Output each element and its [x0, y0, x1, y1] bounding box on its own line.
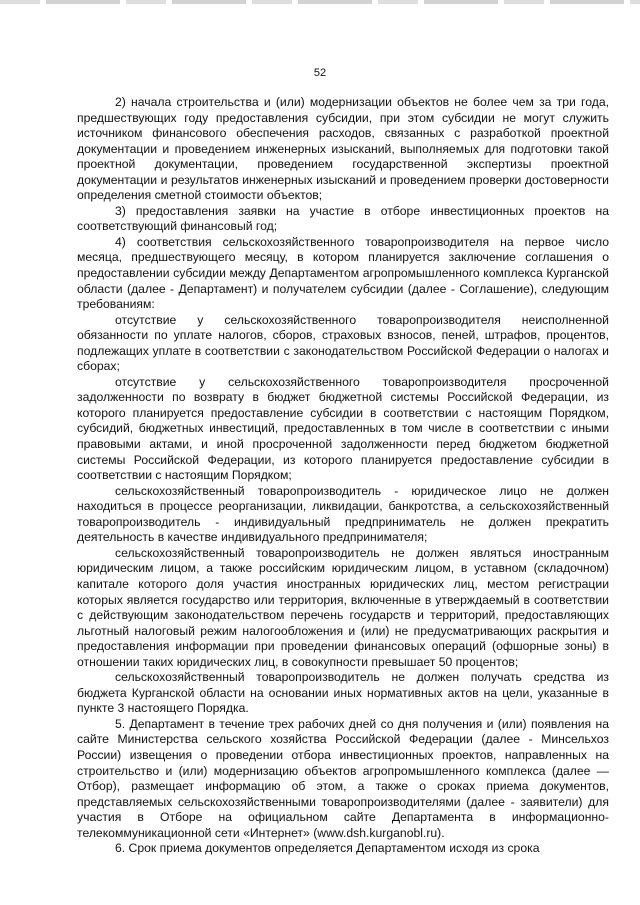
paragraph: сельскохозяйственный товаропроизводитель не должен получать средства из бюджета Курганской области на основании иных нормативных актов на цели, указанные в пункте 3 настоящего Порядка.: [77, 670, 609, 716]
paragraph: 6. Срок приема документов определяется Департаментом исходя из срока: [115, 841, 540, 856]
paragraph: 4) соответствия сельскохозяйственного товаропроизводителя на первое число месяца, предшествующего месяцу, в котором планируется заключение соглашения о предоставлении субсидии между Департаментом агропромышленного комплекса Курганской области (далее - Департамент) и получателем субсидии (далее - Соглашение), следующим требованиям:: [77, 234, 609, 312]
document-body: [77, 95, 609, 857]
scan-edge-artifact: [0, 0, 640, 4]
paragraph: 3) предоставления заявки на участие в отборе инвестиционных проектов на соответствующий финансовый год;: [77, 203, 609, 234]
paragraph: сельскохозяйственный товаропроизводитель не должен являться иностранным юридическим лицом, а также российским юридическим лицом, в уставном (складочном) капитале которого доля участия иностранных юридических лиц, местом регистрации которых является государство или территория, включенные в утверждаемый в соответствии с действующим законодательством перечень государств и территорий, предоставляющих льготный налоговый режим налогообложения и (или) не предусматривающих раскрытия и предоставления информации при проведении финансовых операций (офшорные зоны) в отношении таких юридических лиц, в совокупности превышает 50 процентов;: [77, 545, 609, 669]
paragraph: 5. Департамент в течение трех рабочих дней со дня получения и (или) появления на сайте Министерства сельского хозяйства Российской Федерации (далее - Минсельхоз России) извещения о проведении отбора инвестиционных проектов, направленных на строительство и (или) модернизацию объектов агропромышленного комплекса (далее — Отбор), размещает информацию об этом, а также о сроках приема документов, представляемых сельскохозяйственными товаропроизводителями (далее - заявители) для участия в Отборе на официальном сайте Департамента в информационно-телекоммуникационной сети «Интернет» (www.dsh.kurganobl.ru).: [77, 716, 609, 840]
paragraph: отсутствие у сельскохозяйственного товаропроизводителя неисполненной обязанности по уплате налогов, сборов, страховых взносов, пеней, штрафов, процентов, подлежащих уплате в соответствии с законодательством Российской Федерации о налогах и сборах;: [77, 312, 609, 374]
paragraph: отсутствие у сельскохозяйственного товаропроизводителя просроченной задолженности по возврату в бюджет бюджетной системы Российской Федерации, из которого планируется предоставление субсидии в соответствии с настоящим Порядком, субсидий, бюджетных инвестиций, предоставленных в том числе в соответствии с иными правовыми актами, и иной просроченной задолженности перед бюджетом бюджетной системы Российской Федерации, из которого планируется предоставление субсидии в соответствии с настоящим Порядком;: [77, 374, 609, 483]
page-number: 52: [313, 67, 327, 79]
paragraph: сельскохозяйственный товаропроизводитель - юридическое лицо не должен находиться в процессе реорганизации, ликвидации, банкротства, а сельскохозяйственный товаропроизводитель - индивидуальный предприниматель не должен прекратить деятельность в качестве индивидуального предпринимателя;: [77, 483, 609, 545]
paragraph: 2) начала строительства и (или) модернизации объектов не более чем за три года, предшествующих году предоставления субсидии, при этом субсидии не могут служить источником финансового обеспечения расходов, связанных с разработкой проектной документации и проведением инженерных изысканий, выполняемых для подготовки такой проектной документации, проведением государственной экспертизы проектной документации и результатов инженерных изысканий и проведением проверки достоверности определения сметной стоимости объектов;: [77, 95, 609, 203]
